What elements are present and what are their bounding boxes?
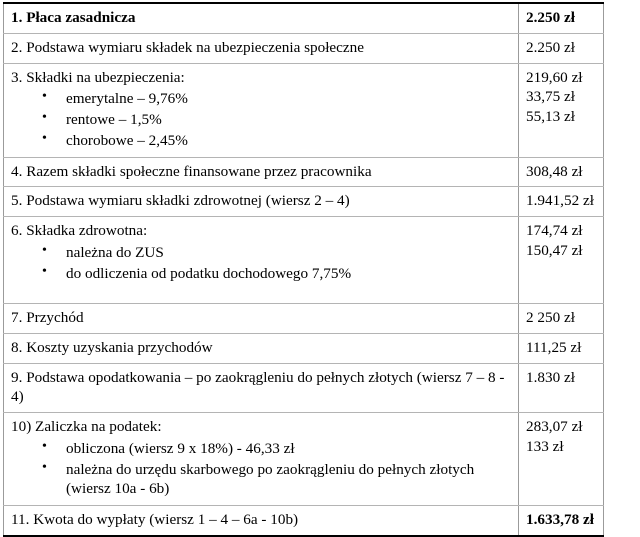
row-label-9: 9. Podstawa opodatkowania – po zaokrągleniu do pełnych złotych (wiersz 7 – 8 - 4) — [4, 363, 519, 413]
row-3-value-3: 55,13 zł — [526, 108, 575, 125]
row-label-2: 2. Podstawa wymiaru składek na ubezpieczenia społeczne — [4, 33, 519, 63]
row-label-6-cell — [4, 217, 519, 304]
row-label-3: 3. Składki na ubezpieczenia: — [11, 68, 185, 86]
row-10-value-2: 133 zł — [526, 437, 564, 455]
row-label-10-cell — [4, 413, 519, 506]
row-6-bullet-1: należna do ZUS — [66, 243, 164, 261]
row-value-2: 2.250 zł — [519, 33, 604, 63]
row-value-9: 1.830 zł — [519, 363, 604, 413]
payroll-table-body — [4, 3, 604, 536]
table-row — [4, 304, 604, 334]
row-label-5: 5. Podstawa wymiaru składki zdrowotnej (wiersz 2 – 4) — [4, 187, 519, 217]
row-3-bullet-2: rentowe – 1,5% — [66, 111, 162, 128]
table-row — [4, 187, 604, 217]
list-item — [11, 131, 512, 151]
row-value-4: 308,48 zł — [519, 157, 604, 187]
row-value-1: 2.250 zł — [519, 3, 604, 33]
table-row — [4, 333, 604, 363]
row-label-6: 6. Składka zdrowotna: — [11, 222, 148, 239]
list-item — [11, 439, 512, 459]
row-6-bullet-2: do odliczenia od podatku dochodowego 7,75% — [66, 264, 352, 282]
row-value-11: 1.633,78 zł — [519, 506, 604, 536]
table-row — [4, 33, 604, 63]
list-item — [11, 243, 512, 263]
row-10-value-1: 283,07 zł — [526, 418, 583, 435]
row-3-value-2: 33,75 zł — [526, 88, 575, 106]
row-value-6-cell — [519, 217, 604, 304]
row-value-8: 111,25 zł — [519, 333, 604, 363]
row-label-11: 11. Kwota do wypłaty (wiersz 1 – 4 – 6a - 10b) — [4, 506, 519, 536]
table-row — [4, 217, 604, 304]
table-row — [4, 363, 604, 413]
list-item — [11, 264, 512, 284]
row-value-10-cell — [519, 413, 604, 506]
table-row — [4, 63, 604, 157]
row-label-3-cell — [4, 63, 519, 157]
list-item — [11, 89, 512, 109]
row-label-1: 1. Płaca zasadnicza — [4, 3, 519, 33]
row-6-bullet-list — [11, 243, 512, 284]
row-value-7: 2 250 zł — [519, 304, 604, 334]
row-10-bullet-list — [11, 439, 512, 499]
row-label-8: 8. Koszty uzyskania przychodów — [4, 333, 519, 363]
list-item — [11, 460, 512, 500]
row-6-value-2: 150,47 zł — [526, 241, 583, 259]
row-3-bullet-list — [11, 89, 512, 150]
row-6-value-1: 174,74 zł — [526, 222, 583, 239]
row-10-bullet-1: obliczona (wiersz 9 x 18%) - 46,33 zł — [66, 439, 295, 457]
table-row — [4, 413, 604, 506]
table-row — [4, 506, 604, 536]
payroll-table — [3, 2, 604, 537]
list-item — [11, 110, 512, 130]
row-label-10: 10) Zaliczka na podatek: — [11, 418, 162, 435]
row-value-3-cell — [519, 63, 604, 157]
row-10-bullet-2: należna do urzędu skarbowego po zaokrągleniu do pełnych złotych (wiersz 10a - 6b) — [66, 460, 475, 498]
table-row — [4, 157, 604, 187]
row-3-value-1: 219,60 zł — [526, 68, 583, 86]
row-label-7: 7. Przychód — [4, 304, 519, 334]
table-row — [4, 3, 604, 33]
row-label-4: 4. Razem składki społeczne finansowane przez pracownika — [4, 157, 519, 187]
row-3-bullet-3: chorobowe – 2,45% — [66, 131, 188, 149]
row-value-5: 1.941,52 zł — [519, 187, 604, 217]
row-3-bullet-1: emerytalne – 9,76% — [66, 90, 188, 108]
